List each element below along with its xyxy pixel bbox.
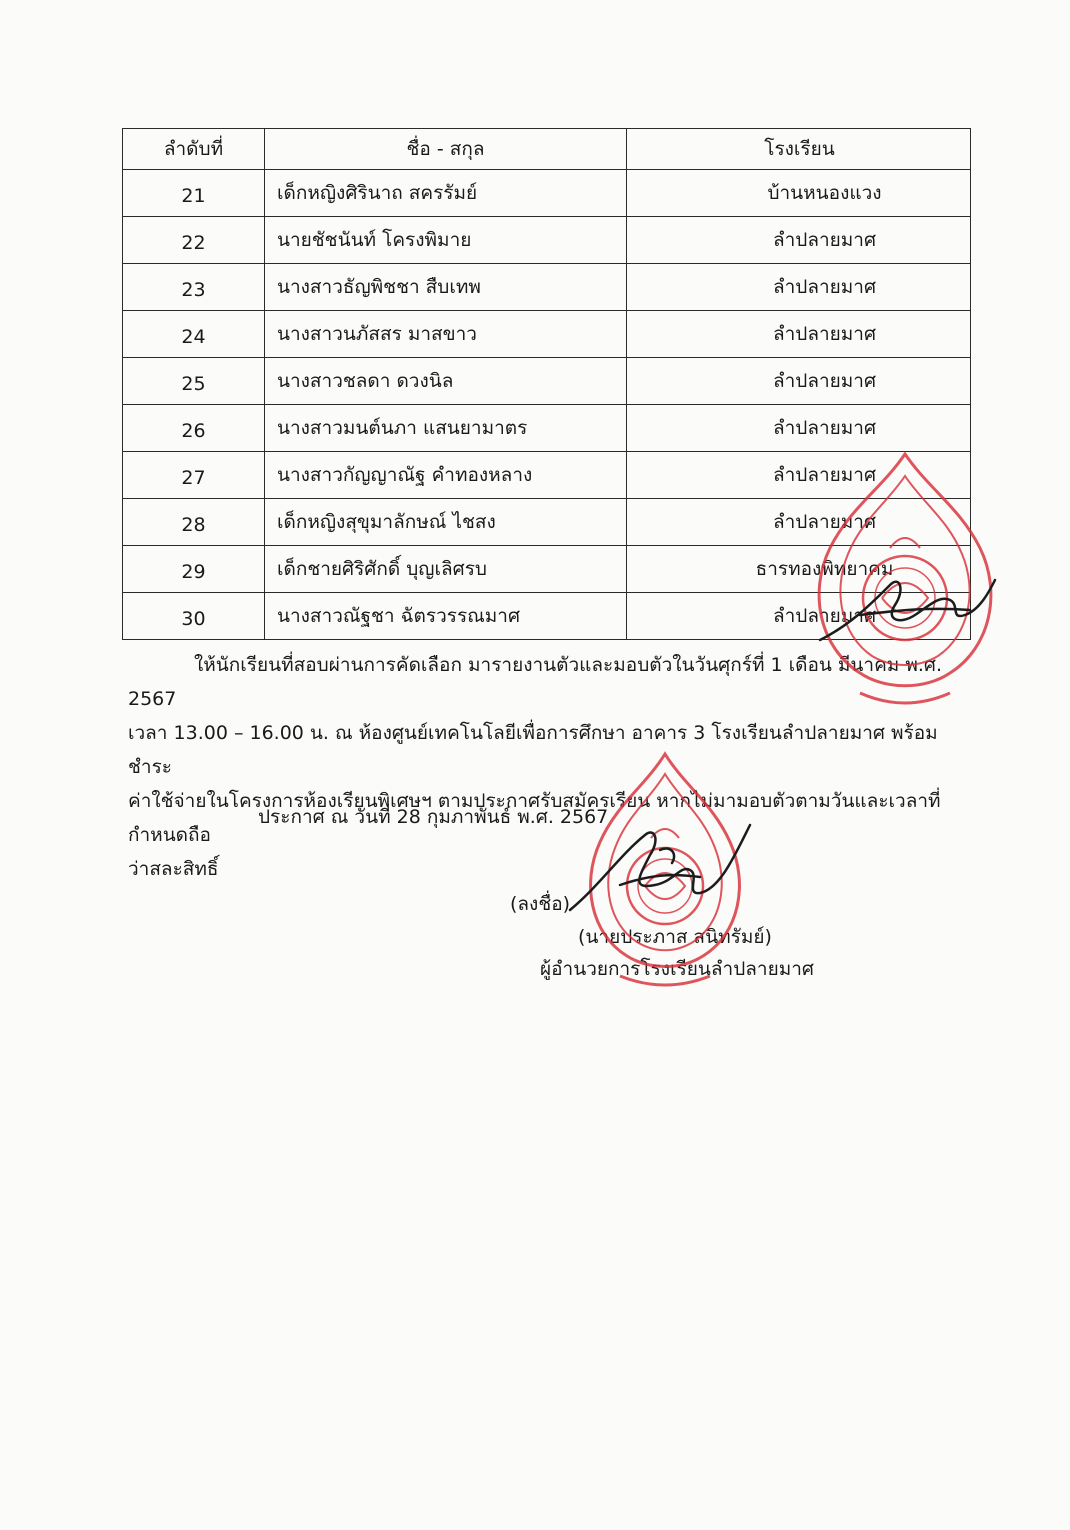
office-signature-icon	[800, 555, 1000, 655]
signed-label: (ลงชื่อ)	[510, 893, 571, 915]
table-header-row	[123, 129, 971, 170]
row-name: นางสาวธัญพิชชา สืบเทพ	[265, 264, 627, 311]
row-number: 23	[123, 264, 265, 311]
instruction-line-4: ว่าสละสิทธิ์	[128, 858, 219, 880]
row-school: ลำปลายมาศ	[627, 311, 971, 358]
signer-title: ผู้อำนวยการโรงเรียนลำปลายมาศ	[540, 958, 814, 980]
row-number: 24	[123, 311, 265, 358]
table-row	[123, 264, 971, 311]
table-row	[123, 358, 971, 405]
row-number: 29	[123, 546, 265, 593]
row-school: ลำปลายมาศ	[627, 452, 971, 499]
row-number: 22	[123, 217, 265, 264]
row-name: นางสาวมนต์นภา แสนยามาตร	[265, 405, 627, 452]
instruction-line-2: เวลา 13.00 – 16.00 น. ณ ห้องศูนย์เทคโนโลยีเพื่อการศึกษา อาคาร 3 โรงเรียนลำปลายมาศ พร้อมชำระ	[128, 722, 938, 778]
row-school: ลำปลายมาศ	[627, 217, 971, 264]
row-number: 26	[123, 405, 265, 452]
row-name: นายชัชนันท์ โครงพิมาย	[265, 217, 627, 264]
instruction-line-1: ให้นักเรียนที่สอบผ่านการคัดเลือก มารายงานตัวและมอบตัวในวันศุกร์ที่ 1 เดือน มีนาคม พ.ศ. 2567	[128, 654, 943, 710]
table-row	[123, 170, 971, 217]
header-school: โรงเรียน	[627, 129, 971, 170]
row-name: นางสาวนภัสสร มาสขาว	[265, 311, 627, 358]
table-row	[123, 217, 971, 264]
row-number: 30	[123, 593, 265, 640]
row-school: บ้านหนองแวง	[627, 170, 971, 217]
table-row	[123, 405, 971, 452]
row-name: เด็กชายศิริศักดิ์ บุญเลิศรบ	[265, 546, 627, 593]
row-school: ลำปลายมาศ	[627, 264, 971, 311]
header-name: ชื่อ - สกุล	[265, 129, 627, 170]
row-school: ลำปลายมาศ	[627, 405, 971, 452]
row-name: เด็กหญิงศิรินาถ สครรัมย์	[265, 170, 627, 217]
announcement-date: ประกาศ ณ วันที่ 28 กุมภาพันธ์ พ.ศ. 2567	[258, 806, 609, 828]
row-name: นางสาวชลดา ดวงนิล	[265, 358, 627, 405]
row-school: ลำปลายมาศ	[627, 358, 971, 405]
row-school: ลำปลายมาศ	[627, 593, 971, 640]
row-number: 27	[123, 452, 265, 499]
row-name: เด็กหญิงสุขุมาลักษณ์ ไชสง	[265, 499, 627, 546]
row-number: 28	[123, 499, 265, 546]
row-name: นางสาวกัญญาณัฐ คำทองหลาง	[265, 452, 627, 499]
row-number: 25	[123, 358, 265, 405]
instruction-line-3: ค่าใช้จ่ายในโครงการห้องเรียนพิเศษฯ ตามประกาศรับสมัครเรียน หากไม่มามอบตัวตามวันและเวลาที่กำหนดถือ	[128, 790, 941, 846]
signer-name: (นายประภาส สนิทรัมย์)	[578, 926, 772, 948]
header-number: ลำดับที่	[123, 129, 265, 170]
row-name: นางสาวณัฐชา ฉัตรวรรณมาศ	[265, 593, 627, 640]
row-school: ธารทองพิทยาคม	[627, 546, 971, 593]
director-signature-icon	[560, 815, 760, 925]
table-row	[123, 311, 971, 358]
row-number: 21	[123, 170, 265, 217]
row-school: ลำปลายมาศ	[627, 499, 971, 546]
